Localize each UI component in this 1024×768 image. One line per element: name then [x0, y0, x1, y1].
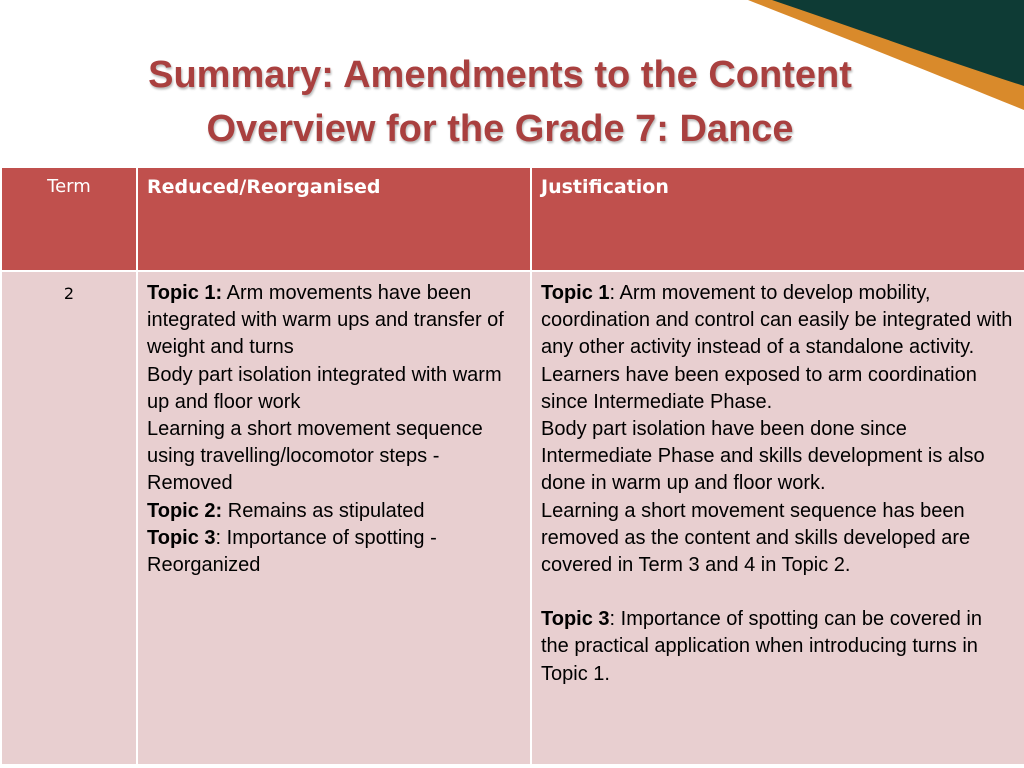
reduced-topic-2-text: Remains as stipulated [222, 499, 425, 522]
justification-topic-3-label: Topic 3 [541, 608, 610, 631]
cell-term: 2 [1, 271, 137, 765]
amendments-table [0, 166, 1024, 766]
justification-topic-1-label: Topic 1 [541, 282, 610, 304]
cell-justification [531, 271, 1024, 765]
paragraph-spacer [541, 579, 1015, 606]
justification-topic-1-text: : Arm movement to develop mobility, coordination and control can easily be integrated with any other activity instead of a standalone activity. Learners have been exposed to arm coordination since Intermediate Phase. [541, 282, 1013, 413]
reduced-topic-2 [147, 498, 521, 525]
header-justification: Justification [531, 167, 1024, 271]
table-row [1, 271, 1024, 765]
reduced-topic-3-label: Topic 3 [147, 526, 216, 549]
page-title [0, 48, 1000, 156]
reduced-line-movement-sequence: Learning a short movement sequence using travelling/locomotor steps - Removed [147, 418, 483, 495]
page-title-line-2: Overview for the Grade 7: Dance [206, 108, 794, 150]
header-reduced-reorganised: Reduced/Reorganised [137, 167, 531, 271]
reduced-line-body-isolation: Body part isolation integrated with warm up and floor work [147, 363, 502, 413]
reduced-topic-1 [147, 280, 521, 362]
page-title-line-1: Summary: Amendments to the Content [148, 54, 852, 96]
justification-topic-1 [541, 280, 1015, 416]
justification-topic-3 [541, 606, 1015, 688]
reduced-topic-3 [147, 525, 521, 579]
justification-movement-sequence: Learning a short movement sequence has been removed as the content and skills developed are covered in Term 3 and 4 in Topic 2. [541, 499, 971, 577]
cell-reduced-reorganised [137, 271, 531, 765]
justification-body-isolation: Body part isolation have been done since Intermediate Phase and skills development is also done in warm up and floor work. [541, 418, 985, 495]
reduced-topic-2-label: Topic 2: [147, 499, 223, 522]
header-term: Term [1, 167, 137, 271]
reduced-topic-1-text: Arm movements have been integrated with warm ups and transfer of weight and turns [147, 282, 504, 359]
reduced-topic-3-text: : Importance of spotting - Reorganized [147, 526, 437, 577]
reduced-topic-1-label: Topic 1: [147, 282, 223, 304]
justification-topic-3-text: : Importance of spotting can be covered in the practical application when introducing turns in Topic 1. [541, 608, 982, 685]
table-header-row [1, 167, 1024, 271]
